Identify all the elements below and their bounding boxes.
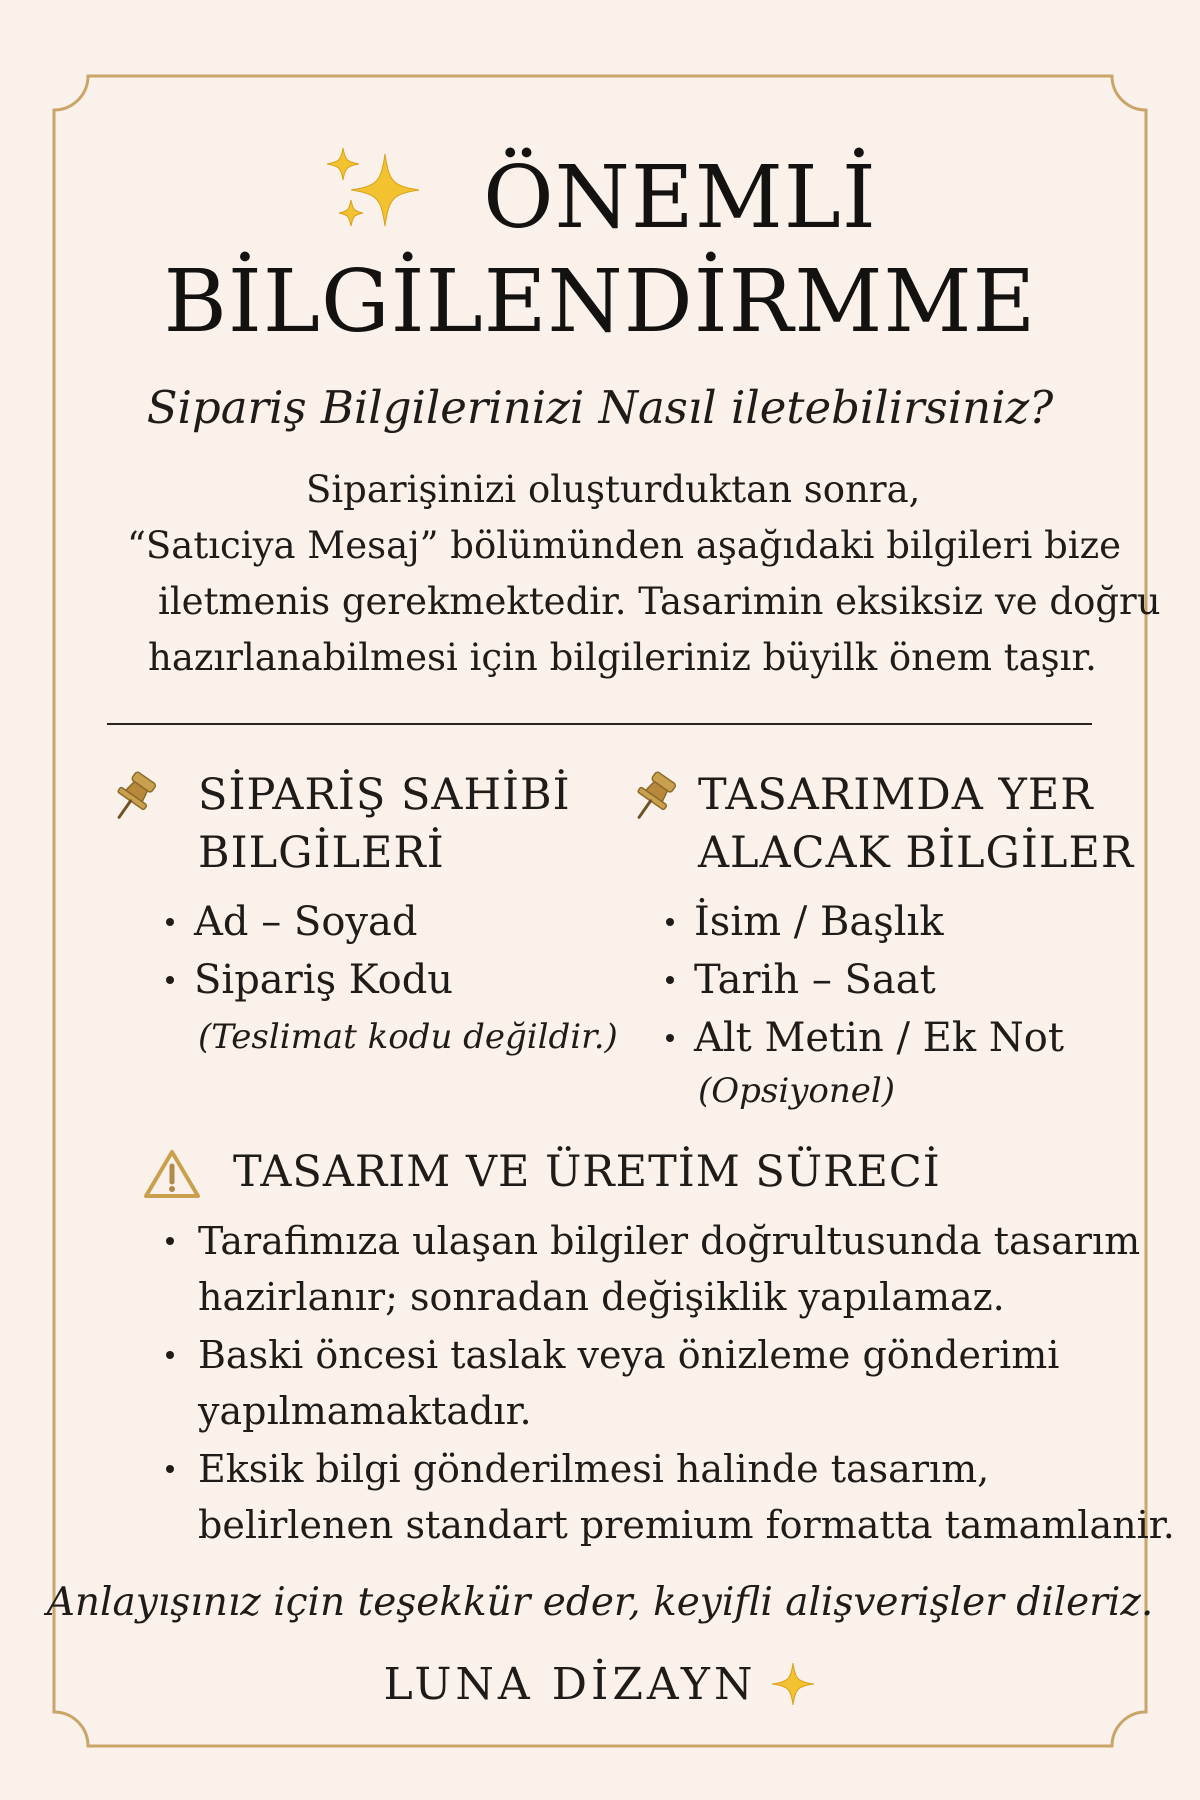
owner-note: (Teslimat kodu değildir.) <box>198 1017 618 1057</box>
list-item: Tarih – Saat <box>666 951 936 1009</box>
thanks-message: Anlayışınız için teşekkür eder, keyifli alişverişler dileriz. <box>46 1580 1154 1625</box>
process-item-line: Eksik bilgi gönderilmesi halinde tasarım, <box>198 1447 990 1491</box>
pushpin-icon <box>628 768 680 828</box>
bullet-icon <box>166 976 174 984</box>
pushpin-icon <box>108 768 160 828</box>
list-item: Ad – Soyad <box>166 893 417 951</box>
process-item-line: hazirlanır; sonradan değişiklik yapılamaz. <box>198 1275 1005 1319</box>
design-section-title-1: TASARIMDA YER <box>698 770 1094 820</box>
bullet-icon <box>166 1237 174 1245</box>
warning-icon <box>143 1148 201 1204</box>
design-section-title-2: ALACAK BİLGİLER <box>698 828 1135 878</box>
bullet-icon <box>666 976 674 984</box>
process-item-line: Baski öncesi taslak veya önizleme gönderimi <box>198 1333 1060 1377</box>
sparkle-icon <box>770 1661 816 1707</box>
title-line-2: BİLGİLENDİRMME <box>163 252 1037 352</box>
brand-name: LUNA DİZAYN <box>383 1659 757 1710</box>
list-item: İsim / Başlık <box>666 893 944 951</box>
intro-line: Siparişinizi oluşturduktan sonra, <box>306 468 921 511</box>
sparkles-icon <box>323 144 423 234</box>
list-item: Sipariş Kodu <box>166 951 453 1009</box>
owner-section-title-2: BILGİLERİ <box>198 828 445 878</box>
subtitle: Sipariş Bilgilerinizi Nasıl iletebilirsiniz? <box>146 381 1054 434</box>
bullet-icon <box>666 1034 674 1042</box>
process-item-line: Tarafimıza ulaşan bilgiler doğrultusunda tasarım <box>198 1219 1141 1263</box>
title-line-1 <box>0 148 1200 248</box>
bullet-icon <box>166 918 174 926</box>
intro-line: iletmenis gerekmektedir. Tasarimin eksiksiz ve doğru <box>158 580 1161 623</box>
section-divider <box>107 723 1092 725</box>
intro-line: hazırlanabilmesi için bilgileriniz büyilk önem taşır. <box>148 636 1097 679</box>
list-item: Alt Metin / Ek Not <box>666 1009 1064 1067</box>
owner-section-title-1: SİPARİŞ SAHİBİ <box>198 770 571 820</box>
process-section-title: TASARIM VE ÜRETİM SÜRECİ <box>233 1147 941 1197</box>
bullet-icon <box>166 1465 174 1473</box>
design-note: (Opsiyonel) <box>698 1071 896 1111</box>
bullet-icon <box>166 1351 174 1359</box>
brand-signature <box>0 1655 1200 1715</box>
process-item-line: yapılmamaktadır. <box>198 1389 532 1433</box>
process-item-line: belirlenen standart premium formatta tamamlanir. <box>198 1503 1175 1547</box>
intro-line: “Satıciya Mesaj” bölümünden aşağıdaki bilgileri bize <box>127 524 1121 567</box>
title-text-1: ÖNEMLİ <box>483 148 877 248</box>
bullet-icon <box>666 918 674 926</box>
